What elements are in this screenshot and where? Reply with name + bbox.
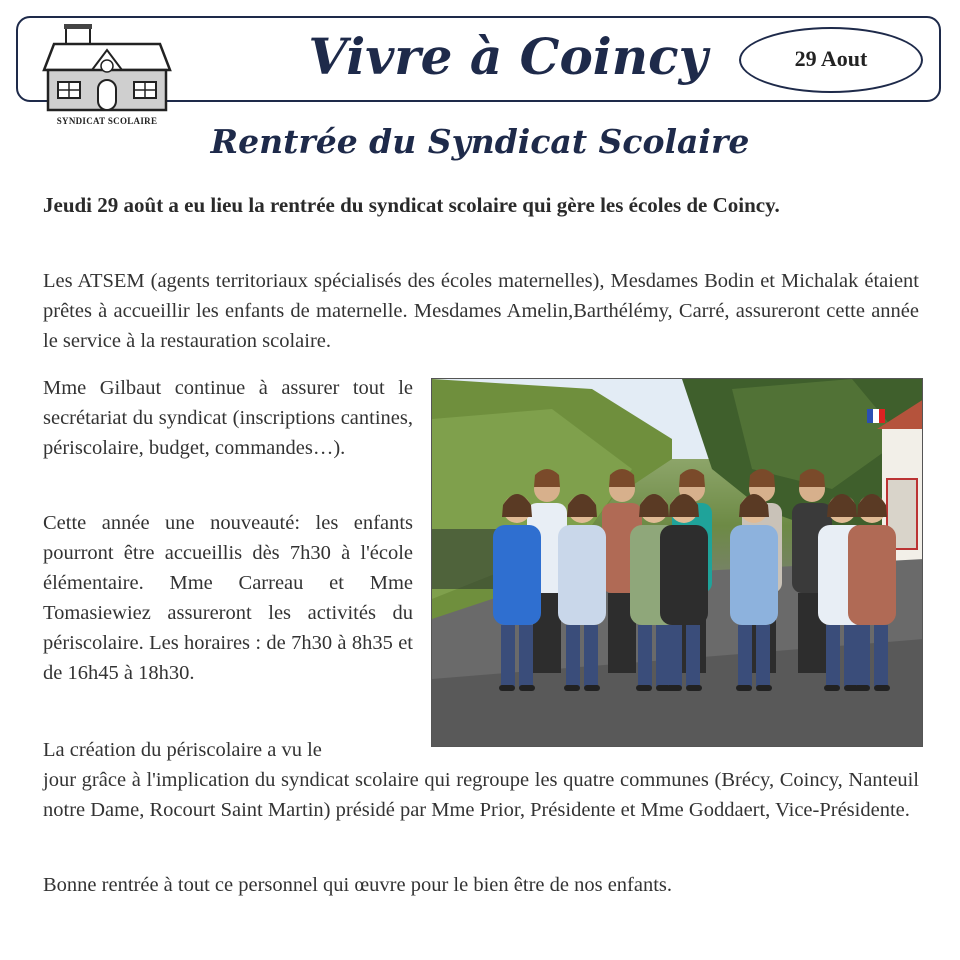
syndicat-logo bbox=[42, 24, 172, 124]
staff-group-photo bbox=[432, 379, 923, 747]
paragraph-creation-cont: jour grâce à l'implication du syndicat scolaire qui regroupe les quatre communes (Brécy, Coincy, Nanteuil notre Dame, Rocourt Saint Martin) présidé par Mme Prior, Présidente et Mme Goddaert, Vice-Présidente. bbox=[43, 769, 919, 821]
paragraph-secretariat: Mme Gilbaut continue à assurer tout le secrétariat du syndicat (inscriptions cantines, périscolaire, budget, commandes…). bbox=[43, 377, 413, 459]
masthead-banner bbox=[16, 16, 941, 126]
newsletter-title: Vivre à Coincy bbox=[308, 27, 708, 86]
group-photo bbox=[431, 378, 923, 747]
article-headline: Rentrée du Syndicat Scolaire bbox=[210, 122, 750, 161]
paragraph-creation-start: La création du périscolaire a vu le bbox=[43, 739, 322, 761]
paragraph-atsem: Les ATSEM (agents territoriaux spécialisés des écoles maternelles), Mesdames Bodin et Michalak étaient prêtes à accueillir les enfants de maternelle. Mesdames Amelin,Barthélémy, Carré, assureront cette année le service à la restauration scolaire. bbox=[43, 270, 919, 352]
paragraph-closing: Bonne rentrée à tout ce personnel qui œuvre pour le bien être de nos enfants. bbox=[43, 874, 673, 896]
date-badge: 29 Aout bbox=[739, 27, 923, 93]
logo-caption: SYNDICAT SCOLAIRE bbox=[42, 116, 172, 126]
house-icon bbox=[42, 24, 172, 114]
article-lead: Jeudi 29 août a eu lieu la rentrée du syndicat scolaire qui gère les écoles de Coincy. bbox=[43, 193, 780, 217]
paragraph-nouveaute: Cette année une nouveauté: les enfants pourront être accueillis dès 7h30 à l'école élémentaire. Mme Carreau et Mme Tomasiewiez assureront les activités du périscolaire. Les horaires : de 7h30 à 8h35 et de 16h45 à 18h30. bbox=[43, 512, 413, 684]
